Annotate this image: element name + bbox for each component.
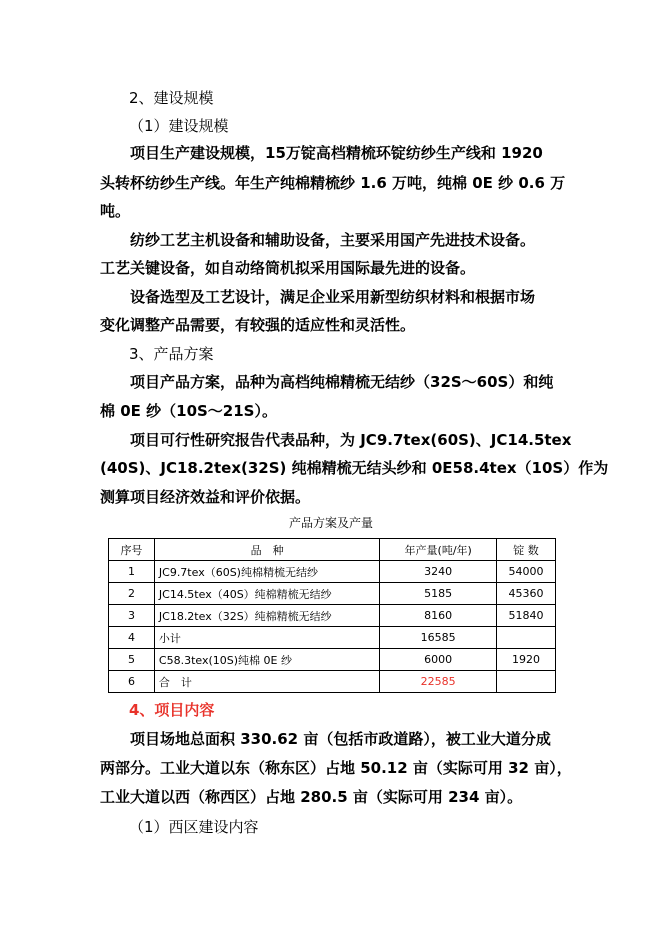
cell-spindles: 54000 — [497, 561, 556, 583]
section-heading-content: 4、项目内容 — [129, 701, 215, 719]
table-row — [109, 627, 556, 649]
cell-no: 4 — [109, 627, 155, 649]
cell-variety: JC14.5tex（40S）纯棉精梳无结纱 — [154, 583, 379, 605]
cell-spindles — [497, 627, 556, 649]
table-row — [109, 583, 556, 605]
cell-no: 3 — [109, 605, 155, 627]
cell-variety: 合 计 — [154, 671, 379, 693]
paragraph-line: 两部分。工业大道以东（称东区）占地 50.12 亩（实际可用 32 亩）， — [100, 759, 572, 777]
paragraph-line: 测算项目经济效益和评价依据。 — [100, 488, 311, 506]
table-row — [109, 561, 556, 583]
table-row — [109, 649, 556, 671]
table-row — [109, 671, 556, 693]
table-header-row — [109, 539, 556, 561]
product-table — [108, 538, 556, 693]
cell-output: 16585 — [380, 627, 497, 649]
paragraph-line: 头转杯纺纱生产线。年生产纯棉精梳纱 1.6 万吨，纯棉 0E 纱 0.6 万 — [100, 174, 566, 192]
cell-spindles: 1920 — [497, 649, 556, 671]
cell-output: 8160 — [380, 605, 497, 627]
cell-output: 3240 — [380, 561, 497, 583]
cell-spindles: 45360 — [497, 583, 556, 605]
cell-no: 5 — [109, 649, 155, 671]
cell-variety: JC18.2tex（32S）纯棉精梳无结纱 — [154, 605, 379, 627]
paragraph-line: 工业大道以西（称西区）占地 280.5 亩（实际可用 234 亩）。 — [100, 788, 523, 806]
paragraph-line: 项目场地总面积 330.62 亩（包括市政道路），被工业大道分成 — [130, 730, 551, 748]
cell-spindles — [497, 671, 556, 693]
table-row — [109, 605, 556, 627]
paragraph-line: 项目生产建设规模，15万锭高档精梳环锭纺纱生产线和 1920 — [130, 144, 543, 162]
cell-no: 1 — [109, 561, 155, 583]
section-heading-scale: 2、建设规模 — [129, 89, 214, 107]
paragraph-line: 工艺关键设备，如自动络筒机拟采用国际最先进的设备。 — [100, 259, 476, 277]
section-heading-product: 3、产品方案 — [129, 345, 214, 363]
header-spindles: 锭 数 — [497, 539, 556, 561]
table-caption: 产品方案及产量 — [288, 516, 373, 530]
paragraph-line: (40S)、JC18.2tex(32S) 纯棉精梳无结头纱和 0E58.4tex（10S）作为 — [100, 459, 609, 477]
cell-spindles: 51840 — [497, 605, 556, 627]
paragraph-line: 设备选型及工艺设计，满足企业采用新型纺织材料和根据市场 — [130, 288, 536, 306]
paragraph-line: 项目可行性研究报告代表品种，为 JC9.7tex(60S)、JC14.5tex — [130, 431, 572, 449]
cell-variety: JC9.7tex（60S)纯棉精梳无结纱 — [154, 561, 379, 583]
paragraph-line: 纺纱工艺主机设备和辅助设备，主要采用国产先进技术设备。 — [130, 231, 536, 249]
paragraph-line: 棉 0E 纱（10S～21S）。 — [100, 402, 277, 420]
subheading-west: （1）西区建设内容 — [129, 818, 259, 836]
cell-output: 5185 — [380, 583, 497, 605]
header-variety: 品 种 — [154, 539, 379, 561]
header-no: 序号 — [109, 539, 155, 561]
cell-variety: C58.3tex(10S)纯棉 0E 纱 — [154, 649, 379, 671]
paragraph-line: 吨。 — [100, 202, 131, 220]
subheading-scale: （1）建设规模 — [129, 117, 229, 135]
cell-output-total: 22585 — [380, 671, 497, 693]
cell-no: 2 — [109, 583, 155, 605]
paragraph-line: 变化调整产品需要，有较强的适应性和灵活性。 — [100, 316, 416, 334]
cell-output: 6000 — [380, 649, 497, 671]
header-output: 年产量(吨/年) — [380, 539, 497, 561]
cell-no: 6 — [109, 671, 155, 693]
paragraph-line: 项目产品方案，品种为高档纯棉精梳无结纱（32S～60S）和纯 — [130, 373, 554, 391]
cell-variety: 小计 — [154, 627, 379, 649]
